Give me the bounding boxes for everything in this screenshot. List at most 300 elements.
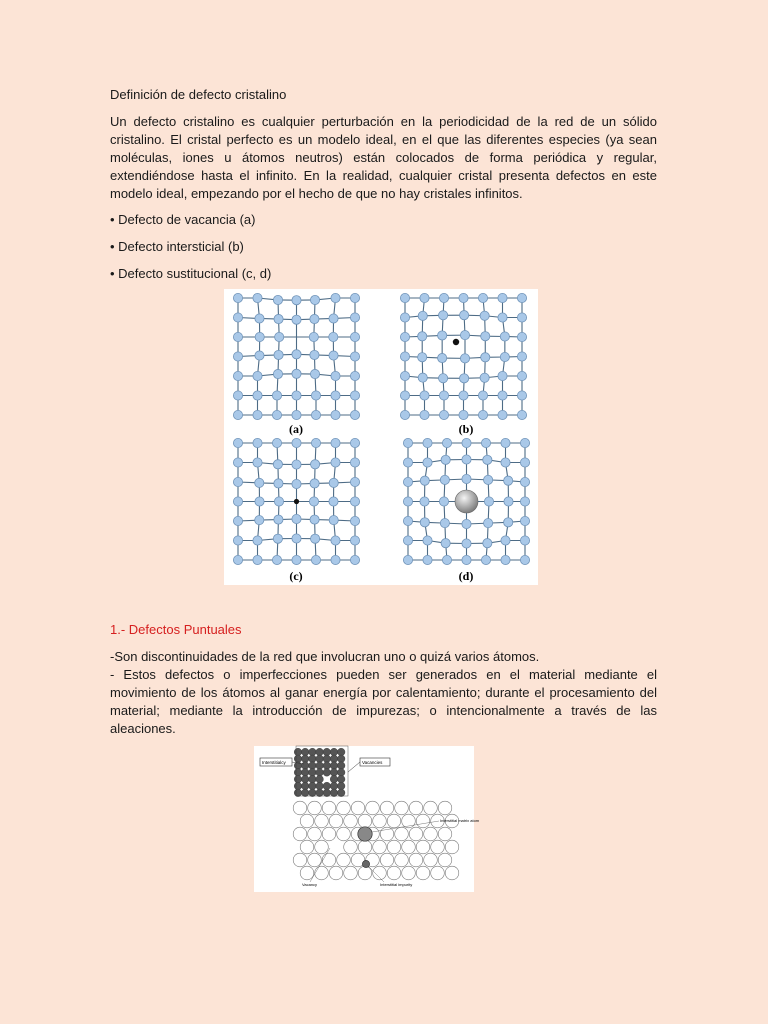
interstitial-atom bbox=[453, 339, 459, 345]
matrix-atom bbox=[366, 801, 380, 815]
lattice-atom bbox=[233, 438, 242, 447]
matrix-atom bbox=[322, 801, 336, 815]
inset-atom bbox=[301, 789, 309, 797]
lattice-atom bbox=[480, 311, 489, 320]
lattice-atom bbox=[331, 391, 340, 400]
matrix-atom bbox=[424, 853, 438, 867]
lattice-atom bbox=[498, 293, 507, 302]
lattice-atom bbox=[350, 332, 359, 341]
lattice-atom bbox=[462, 455, 471, 464]
inset-atom bbox=[301, 782, 309, 790]
inset-atom bbox=[316, 748, 324, 756]
lattice-atom bbox=[233, 391, 242, 400]
lattice-atom bbox=[423, 438, 432, 447]
lattice-atom bbox=[292, 315, 301, 324]
lattice-atom bbox=[442, 555, 451, 564]
matrix-atom bbox=[315, 814, 329, 828]
lattice-atom bbox=[439, 497, 448, 506]
intro-paragraph: Un defecto cristalino es cualquier perturbación en la periodicidad de la red de un sólido cristalino. El cristal perfecto es un modelo ideal, en el que las diferentes especies (ya sean moléculas, iones u átomos neutros) están colocados de forma periódica y regular, extendiéndose hasta el infinito. En la realidad, cualquier cristal presenta defectos en este modelo ideal, empezando por el hecho de que no hay cristales infinitos. bbox=[110, 114, 657, 201]
matrix-atom bbox=[293, 853, 307, 867]
lattice-atom bbox=[255, 332, 264, 341]
matrix-atom bbox=[409, 853, 423, 867]
lattice-atom bbox=[460, 331, 469, 340]
inset-atom bbox=[323, 762, 331, 770]
lattice-atom bbox=[329, 332, 338, 341]
lattice-atom bbox=[273, 534, 282, 543]
lattice-interstitial-panel bbox=[400, 293, 526, 419]
lattice-atom bbox=[273, 369, 282, 378]
lattice-atom bbox=[331, 371, 340, 380]
lattice-atom bbox=[481, 332, 490, 341]
matrix-atom bbox=[409, 827, 423, 841]
inset-atom bbox=[330, 769, 338, 777]
lattice-atom bbox=[311, 555, 320, 564]
lattice-atom bbox=[478, 391, 487, 400]
lattice-atom bbox=[233, 410, 242, 419]
matrix-atom bbox=[358, 840, 372, 854]
matrix-atom bbox=[315, 840, 329, 854]
matrix-atom bbox=[308, 853, 322, 867]
lattice-atom bbox=[253, 536, 262, 545]
lattice-atom bbox=[329, 351, 338, 360]
lattice-atom bbox=[520, 458, 529, 467]
lattice-atom bbox=[255, 497, 264, 506]
lattice-atom bbox=[504, 497, 513, 506]
lattice-atom bbox=[423, 536, 432, 545]
lattice-atom bbox=[400, 391, 409, 400]
lattice-atom bbox=[233, 313, 242, 322]
lattice-atom bbox=[311, 460, 320, 469]
matrix-atom bbox=[337, 827, 351, 841]
lattice-atom bbox=[274, 479, 283, 488]
lattice-atom bbox=[462, 555, 471, 564]
lattice-atom bbox=[520, 477, 529, 486]
inset-atom bbox=[309, 748, 317, 756]
interstitial-matrix-atom bbox=[358, 827, 372, 841]
inset-atom bbox=[316, 789, 324, 797]
bullet-vacancy: • Defecto de vacancia (a) bbox=[110, 212, 256, 227]
inset-atom bbox=[294, 748, 302, 756]
lattice-atom bbox=[481, 353, 490, 362]
lattice-atom bbox=[310, 295, 319, 304]
matrix-atom bbox=[329, 866, 343, 880]
matrix-atom bbox=[308, 827, 322, 841]
matrix-atom bbox=[395, 801, 409, 815]
lattice-atom bbox=[420, 518, 429, 527]
lattice-atom bbox=[331, 293, 340, 302]
matrix-atom bbox=[409, 801, 423, 815]
inset-atom bbox=[337, 762, 345, 770]
lattice-atom bbox=[504, 476, 513, 485]
lattice-atom bbox=[438, 353, 447, 362]
lattice-atom bbox=[274, 497, 283, 506]
lattice-atom bbox=[517, 352, 526, 361]
lattice-atom bbox=[484, 519, 493, 528]
caption-b: (b) bbox=[458, 422, 474, 436]
lattice-atom bbox=[517, 332, 526, 341]
label-interstitial-matrix-atom: Interstitial matrix atom bbox=[440, 818, 480, 823]
lattice-atom bbox=[255, 516, 264, 525]
lattice-atom bbox=[292, 479, 301, 488]
lattice-atom bbox=[498, 371, 507, 380]
matrix-atom bbox=[322, 827, 336, 841]
matrix-atom bbox=[395, 853, 409, 867]
lattice-atom bbox=[501, 555, 510, 564]
lattice-atom bbox=[400, 410, 409, 419]
matrix-atom bbox=[344, 840, 358, 854]
lattice-atom bbox=[350, 391, 359, 400]
lattice-atom bbox=[292, 369, 301, 378]
matrix-atom bbox=[438, 827, 452, 841]
lattice-atom bbox=[292, 460, 301, 469]
lattice-atom bbox=[423, 555, 432, 564]
inset-atom bbox=[316, 755, 324, 763]
lattice-atom bbox=[520, 497, 529, 506]
lattice-atom bbox=[439, 293, 448, 302]
matrix-atom bbox=[438, 853, 452, 867]
lattice-atom bbox=[403, 536, 412, 545]
lattice-atom bbox=[233, 332, 242, 341]
lattice-atom bbox=[233, 477, 242, 486]
lattice-small-substitutional-panel bbox=[233, 438, 359, 564]
point-defects-line1: -Son discontinuidades de la red que involucran uno o quizá varios átomos. bbox=[110, 649, 540, 664]
lattice-atom bbox=[331, 536, 340, 545]
small-substitutional-atom bbox=[294, 499, 299, 504]
matrix-atom bbox=[300, 814, 314, 828]
label-vacancy: Vacancy bbox=[302, 882, 318, 887]
inset-atom bbox=[309, 755, 317, 763]
lattice-atom bbox=[459, 391, 468, 400]
matrix-atom bbox=[387, 866, 401, 880]
inset-atom bbox=[301, 769, 309, 777]
lattice-atom bbox=[310, 314, 319, 323]
lattice-atom bbox=[517, 293, 526, 302]
matrix-atom bbox=[380, 827, 394, 841]
lattice-atom bbox=[462, 474, 471, 483]
lattice-atom bbox=[275, 332, 284, 341]
lattice-atom bbox=[329, 516, 338, 525]
matrix-atom bbox=[416, 866, 430, 880]
inset-atom bbox=[337, 775, 345, 783]
lattice-atom bbox=[483, 455, 492, 464]
matrix-atom bbox=[373, 814, 387, 828]
lattice-atom bbox=[501, 458, 510, 467]
lattice-atom bbox=[350, 497, 359, 506]
lattice-atom bbox=[292, 438, 301, 447]
lattice-atom bbox=[274, 314, 283, 323]
lattice-atom bbox=[439, 311, 448, 320]
lattice-atom bbox=[418, 373, 427, 382]
lattice-atom bbox=[498, 313, 507, 322]
lattice-atom bbox=[292, 410, 301, 419]
inset-atom bbox=[330, 782, 338, 790]
lattice-atom bbox=[462, 438, 471, 447]
matrix-atom bbox=[438, 801, 452, 815]
inset-atom bbox=[294, 782, 302, 790]
matrix-atom bbox=[322, 853, 336, 867]
lattice-atom bbox=[403, 477, 412, 486]
matrix-atom bbox=[329, 814, 343, 828]
matrix-atom bbox=[380, 853, 394, 867]
matrix-atom bbox=[402, 866, 416, 880]
lattice-atom bbox=[253, 293, 262, 302]
inset-atom bbox=[309, 775, 317, 783]
lattice-atom bbox=[498, 391, 507, 400]
lattice-atom bbox=[500, 332, 509, 341]
lattice-atom bbox=[400, 332, 409, 341]
lattice-atom bbox=[439, 410, 448, 419]
lattice-atom bbox=[460, 311, 469, 320]
lattice-atom bbox=[310, 369, 319, 378]
lattice-atom bbox=[441, 455, 450, 464]
inset-atom bbox=[301, 775, 309, 783]
lattice-atom bbox=[418, 332, 427, 341]
inset-atom bbox=[323, 755, 331, 763]
lattice-atom bbox=[272, 410, 281, 419]
caption-d: (d) bbox=[458, 569, 474, 583]
lattice-atom bbox=[233, 555, 242, 564]
lattice-atom bbox=[420, 391, 429, 400]
matrix-atom bbox=[351, 801, 365, 815]
lattice-atom bbox=[420, 497, 429, 506]
lattice-atom bbox=[292, 514, 301, 523]
caption-c: (c) bbox=[289, 569, 303, 583]
lattice-atom bbox=[309, 497, 318, 506]
lattice-atom bbox=[233, 516, 242, 525]
matrix-atom bbox=[293, 801, 307, 815]
lattice-atom bbox=[311, 391, 320, 400]
matrix-atom bbox=[358, 814, 372, 828]
lattice-atom bbox=[400, 352, 409, 361]
matrix-atom bbox=[395, 827, 409, 841]
lattice-atom bbox=[253, 371, 262, 380]
inset-atom bbox=[323, 748, 331, 756]
point-defects-figure bbox=[254, 746, 480, 892]
lattice-atom bbox=[484, 475, 493, 484]
caption-a: (a) bbox=[289, 422, 303, 436]
lattice-atom bbox=[272, 555, 281, 564]
lattice-atom bbox=[274, 350, 283, 359]
lattice-atom bbox=[292, 391, 301, 400]
lattice-large-substitutional-panel bbox=[403, 438, 529, 564]
lattice-atom bbox=[273, 295, 282, 304]
lattice-atom bbox=[438, 331, 447, 340]
inset-atom bbox=[337, 748, 345, 756]
matrix-atom bbox=[387, 814, 401, 828]
dense-lattice-inset bbox=[294, 746, 348, 797]
lattice-atom bbox=[253, 438, 262, 447]
lattice-atom bbox=[233, 497, 242, 506]
lattice-atom bbox=[403, 516, 412, 525]
lattice-atom bbox=[350, 458, 359, 467]
lattice-atom bbox=[400, 371, 409, 380]
lattice-atom bbox=[233, 293, 242, 302]
matrix-atom bbox=[300, 840, 314, 854]
inset-atom bbox=[337, 755, 345, 763]
inset-atom bbox=[330, 762, 338, 770]
lattice-atom bbox=[400, 313, 409, 322]
lattice-atom bbox=[331, 410, 340, 419]
lattice-atom bbox=[292, 350, 301, 359]
matrix-atom bbox=[315, 866, 329, 880]
lattice-atom bbox=[272, 391, 281, 400]
lattice-atom bbox=[462, 539, 471, 548]
inset-atom bbox=[294, 789, 302, 797]
inset-atom bbox=[316, 782, 324, 790]
lattice-atom bbox=[331, 438, 340, 447]
lattice-atom bbox=[350, 371, 359, 380]
lattice-atom bbox=[520, 536, 529, 545]
lattice-atom bbox=[403, 458, 412, 467]
lattice-atom bbox=[501, 536, 510, 545]
lattice-atom bbox=[478, 293, 487, 302]
label-interstitial-impurity: Interstitial impurity bbox=[380, 882, 413, 887]
label-vacancies: Vacancies bbox=[362, 760, 383, 765]
inset-atom bbox=[309, 762, 317, 770]
lattice-atom bbox=[517, 410, 526, 419]
lattice-atom bbox=[420, 293, 429, 302]
lattice-atom bbox=[253, 391, 262, 400]
lattice-atom bbox=[329, 497, 338, 506]
lattice-atom bbox=[400, 293, 409, 302]
matrix-atom bbox=[387, 840, 401, 854]
inset-atom bbox=[337, 789, 345, 797]
lattice-atom bbox=[350, 477, 359, 486]
label-interstitialcy: Interstitialcy bbox=[262, 760, 286, 765]
lattice-atom bbox=[403, 438, 412, 447]
lattice-atom bbox=[481, 438, 490, 447]
lattice-atom bbox=[350, 438, 359, 447]
lattice-atom bbox=[292, 296, 301, 305]
lattice-atom bbox=[255, 314, 264, 323]
inset-atom bbox=[330, 748, 338, 756]
matrix-atom bbox=[402, 814, 416, 828]
lattice-atom bbox=[480, 373, 489, 382]
large-substitutional-atom bbox=[455, 490, 478, 513]
matrix-atom bbox=[373, 840, 387, 854]
lattice-atom bbox=[459, 293, 468, 302]
inset-atom bbox=[316, 769, 324, 777]
lattice-atom bbox=[420, 410, 429, 419]
lattice-atom bbox=[253, 410, 262, 419]
lattice-atom bbox=[255, 478, 264, 487]
matrix-atom bbox=[308, 801, 322, 815]
inset-atom bbox=[301, 755, 309, 763]
lattice-atom bbox=[350, 352, 359, 361]
lattice-atom bbox=[440, 475, 449, 484]
lattice-atom bbox=[273, 460, 282, 469]
inset-atom bbox=[330, 775, 338, 783]
lattice-atom bbox=[418, 311, 427, 320]
lattice-atom bbox=[504, 518, 513, 527]
lattice-atom bbox=[310, 515, 319, 524]
matrix-atom bbox=[344, 866, 358, 880]
lattice-atom bbox=[517, 371, 526, 380]
lattice-atom bbox=[233, 536, 242, 545]
lattice-atom bbox=[253, 458, 262, 467]
bullet-interstitial: • Defecto intersticial (b) bbox=[110, 239, 244, 254]
lattice-atom bbox=[331, 458, 340, 467]
point-defects-paragraph bbox=[110, 648, 657, 738]
doc-title: Definición de defecto cristalino bbox=[110, 87, 287, 102]
inset-atom bbox=[301, 762, 309, 770]
section-heading-point-defects: 1.- Defectos Puntuales bbox=[110, 622, 242, 637]
lattice-atom bbox=[460, 374, 469, 383]
lattice-atom bbox=[439, 374, 448, 383]
matrix-atom bbox=[431, 866, 445, 880]
lattice-atom bbox=[460, 354, 469, 363]
lattice-atom bbox=[329, 314, 338, 323]
matrix-atom bbox=[344, 814, 358, 828]
matrix-atom bbox=[445, 840, 459, 854]
matrix-atom bbox=[424, 801, 438, 815]
lattice-atom bbox=[459, 410, 468, 419]
lattice-atom bbox=[498, 410, 507, 419]
inset-atom bbox=[309, 769, 317, 777]
lattice-atom bbox=[309, 332, 318, 341]
lattice-atom bbox=[501, 438, 510, 447]
lattice-atom bbox=[484, 497, 493, 506]
lattice-atom bbox=[310, 350, 319, 359]
lattice-atom bbox=[311, 410, 320, 419]
lattice-atom bbox=[483, 539, 492, 548]
lattice-atom bbox=[520, 555, 529, 564]
bullet-substitutional: • Defecto sustitucional (c, d) bbox=[110, 266, 272, 281]
inset-atom bbox=[330, 789, 338, 797]
lattice-atom bbox=[311, 438, 320, 447]
crystal-defects-diagram bbox=[224, 289, 538, 585]
lattice-atom bbox=[311, 534, 320, 543]
inset-atom bbox=[330, 755, 338, 763]
inset-atom bbox=[294, 769, 302, 777]
inset-atom bbox=[316, 762, 324, 770]
matrix-atom bbox=[293, 827, 307, 841]
lattice-atom bbox=[292, 534, 301, 543]
lattice-atom bbox=[441, 539, 450, 548]
lattice-atom bbox=[403, 497, 412, 506]
inset-atom bbox=[301, 748, 309, 756]
lattice-vacancy-panel bbox=[233, 293, 359, 419]
lattice-atom bbox=[255, 351, 264, 360]
inset-atom bbox=[323, 782, 331, 790]
lattice-atom bbox=[350, 536, 359, 545]
lattice-atom bbox=[274, 515, 283, 524]
lattice-atom bbox=[478, 410, 487, 419]
lattice-atom bbox=[500, 352, 509, 361]
lattice-atom bbox=[481, 555, 490, 564]
lattice-atom bbox=[517, 391, 526, 400]
lattice-atom bbox=[462, 519, 471, 528]
lattice-atom bbox=[439, 391, 448, 400]
lattice-atom bbox=[418, 353, 427, 362]
matrix-atom bbox=[337, 801, 351, 815]
lattice-atom bbox=[520, 438, 529, 447]
inset-atom bbox=[323, 789, 331, 797]
matrix-atom bbox=[445, 866, 459, 880]
lattice-atom bbox=[440, 519, 449, 528]
lattice-atom bbox=[423, 458, 432, 467]
lattice-atom bbox=[272, 438, 281, 447]
lattice-atom bbox=[292, 555, 301, 564]
lattice-atom bbox=[310, 479, 319, 488]
matrix-atom bbox=[358, 866, 372, 880]
lattice-atom bbox=[233, 352, 242, 361]
lattice-atom bbox=[253, 555, 262, 564]
inset-atom bbox=[337, 769, 345, 777]
matrix-atom bbox=[402, 840, 416, 854]
lattice-atom bbox=[517, 313, 526, 322]
lattice-atom bbox=[329, 478, 338, 487]
